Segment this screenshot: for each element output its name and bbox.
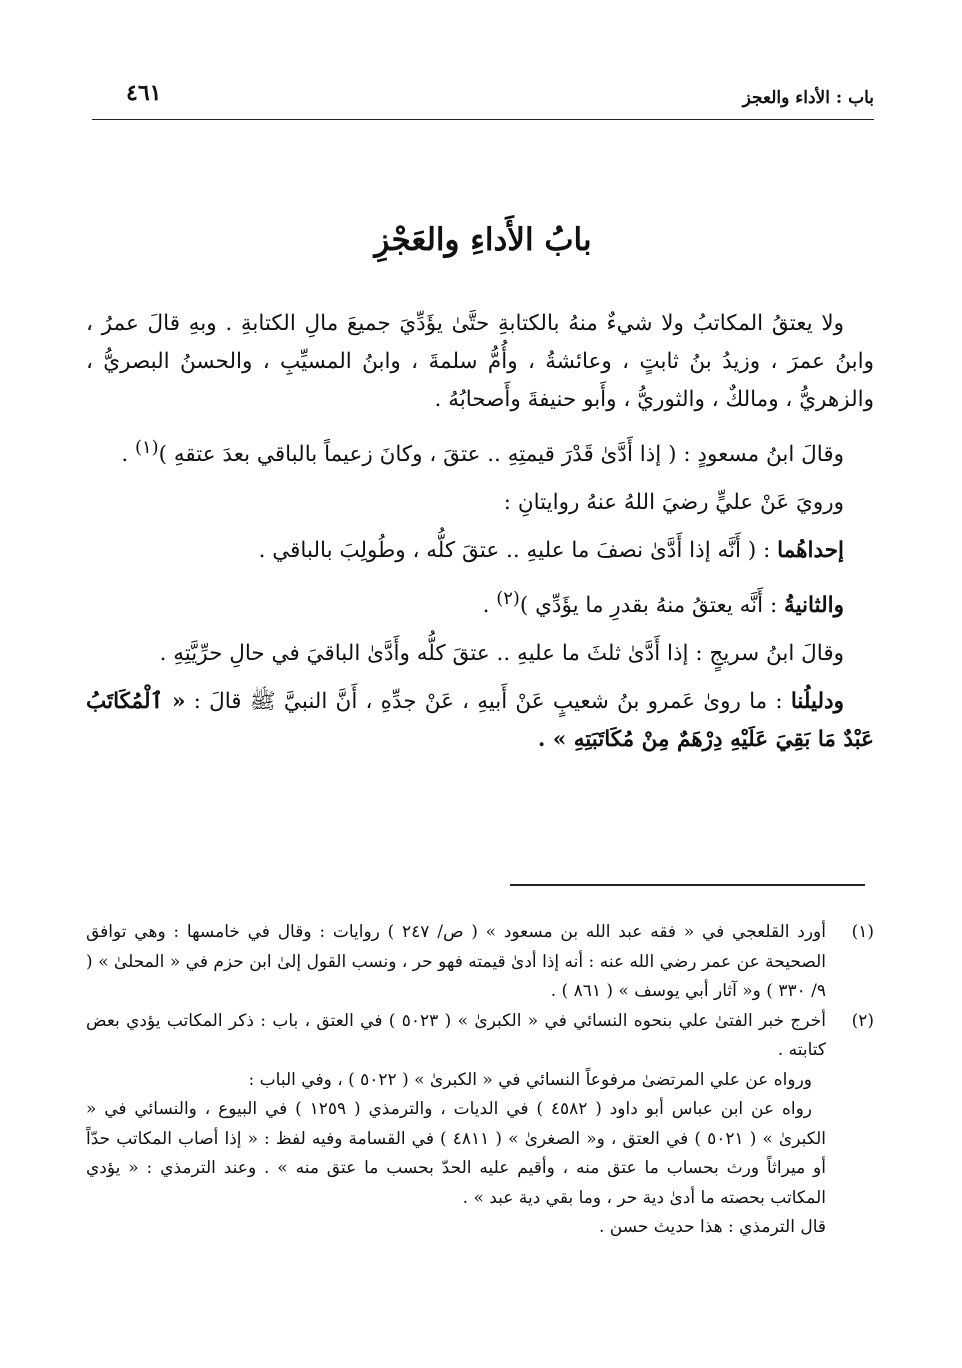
footnote-ref-2: (٢) <box>496 588 520 610</box>
paragraph-5-end: . <box>482 593 497 619</box>
footnote-divider <box>510 884 865 886</box>
lead-word-2: والثانيةُ <box>784 593 844 619</box>
paragraph-2 <box>86 429 874 474</box>
footnote-line: رواه عن ابن عباس أبو داود ( ٤٥٨٢ ) في الديات ، والترمذي ( ١٢٥٩ ) في البيوع ، والنسائي في « الكبرىٰ » ( ٥٠٢١ ) في العتق ، و« الصغرىٰ » ( ٤٨١١ ) في القسامة وفيه لفظ : « إذا أصاب المكاتب حدّاً أو ميراثاً ورث بحساب ما عتق منه ، وأقيم عليه الحدّ بحسب ما عتق منه » . وعند الترمذي : « يؤدي المكاتب بحصته ما أدىٰ دية حر ، وما بقي دية عبد » . <box>86 1099 826 1208</box>
footnote-line: ورواه عن علي المرتضىٰ مرفوعاً النسائي في « الكبرىٰ » ( ٥٠٢٢ ) ، وفي الباب : <box>248 1069 812 1090</box>
hadith-quote: « ٱلْمُكَاتَبُ عَبْدٌ مَا بَقِيَ عَلَيْهِ دِرْهَمٌ مِنْ مُكَاتَبَتِهِ » . <box>86 689 874 753</box>
page-number: ٤٦١ <box>126 80 162 106</box>
header-rule <box>92 119 874 120</box>
paragraph-2-end: . <box>121 442 136 468</box>
paragraph-6: وقالَ ابنُ سريجٍ : إذا أَدَّىٰ ثلثَ ما عليهِ .. عتقَ كلُّه وأَدَّىٰ الباقيَ في حالِ حرِّيَّتِهِ . <box>159 641 844 667</box>
footnote-line: أخرج خبر الفتىٰ علي بنحوه النسائي في « الكبرىٰ » ( ٥٠٢٣ ) في العتق ، باب : ذكر المكاتب يؤدي بعض كتابته . <box>86 1010 826 1060</box>
footnote-line: أورد القلعجي في « فقه عبد الله بن مسعود » ( ص/ ٢٤٧ ) روايات : وقال في خامسها : وهي توافق الصحيحة عن عمر رضي الله عنه : أنه إذا أدىٰ قيمته فهو حر ، ونسب القول إلىٰ ابن حزم في « المحلىٰ » ( ٩/ ٣٣٠ ) و« آثار أبي يوسف » ( ٨٦١ ) . <box>86 922 826 1001</box>
main-text <box>86 305 874 759</box>
chapter-title: بابُ الأَداءِ والعَجْزِ <box>374 222 592 258</box>
paragraph-4-text: : ( أَنَّه إذا أَدَّىٰ نصفَ ما عليهِ .. عتقَ كلُّه ، وطُولِبَ بالباقي . <box>258 538 778 564</box>
paragraph-7-text: : ما روىٰ عَمرو بنُ شعيبٍ عَنْ أَبيهِ ، عَنْ جدِّهِ ، أَنَّ النبيَّ ﷺ قالَ : <box>185 689 791 715</box>
paragraph-1: ولا يعتقُ المكاتبُ ولا شيءٌ منهُ بالكتابةِ حتَّىٰ يؤَدِّيَ جميعَ مالِ الكتابةِ . وبهِ قالَ عمرُ ، وابنُ عمرَ ، وزيدُ بنُ ثابتٍ ، وعائشةُ ، وأُمُّ سلمةَ ، وابنُ المسيِّبِ ، والحسنُ البصريُّ ، والزهريُّ ، ومالكٌ ، والثوريُّ ، وأَبو حنيفةَ وأَصحابُهُ . <box>86 311 874 412</box>
paragraph-4 <box>86 532 874 570</box>
footnote-1 <box>86 918 874 1007</box>
footnote-line: قال الترمذي : هذا حديث حسن . <box>598 1217 826 1237</box>
footnote-number: (١) <box>851 922 874 942</box>
paragraph-3: ورويَ عَنْ عليٍّ رضيَ اللهُ عنهُ روايتانِ : <box>503 490 844 516</box>
lead-word-3: ودليلُنا <box>790 689 844 715</box>
running-title: باب : الأداء والعجز <box>742 88 874 108</box>
paragraph-2-text: وقالَ ابنُ مسعودٍ : ( إذا أَدَّىٰ قَدْرَ قيمتِهِ .. عتقَ ، وكانَ زعيماً بالباقي بعدَ عتقهِ ) <box>158 442 844 468</box>
paragraph-5 <box>86 580 874 625</box>
paragraph-5-text: : أَنَّه يعتقُ منهُ بقدرِ ما يؤَدِّي ) <box>519 593 785 619</box>
footnote-ref-1: (١) <box>135 437 159 458</box>
paragraph-7 <box>86 683 874 759</box>
page-header <box>92 70 874 110</box>
footnote-2 <box>86 1007 874 1243</box>
footnotes <box>86 918 874 1243</box>
lead-word-1: إحداهُما <box>777 538 844 564</box>
footnote-number: (٢) <box>851 1010 874 1031</box>
